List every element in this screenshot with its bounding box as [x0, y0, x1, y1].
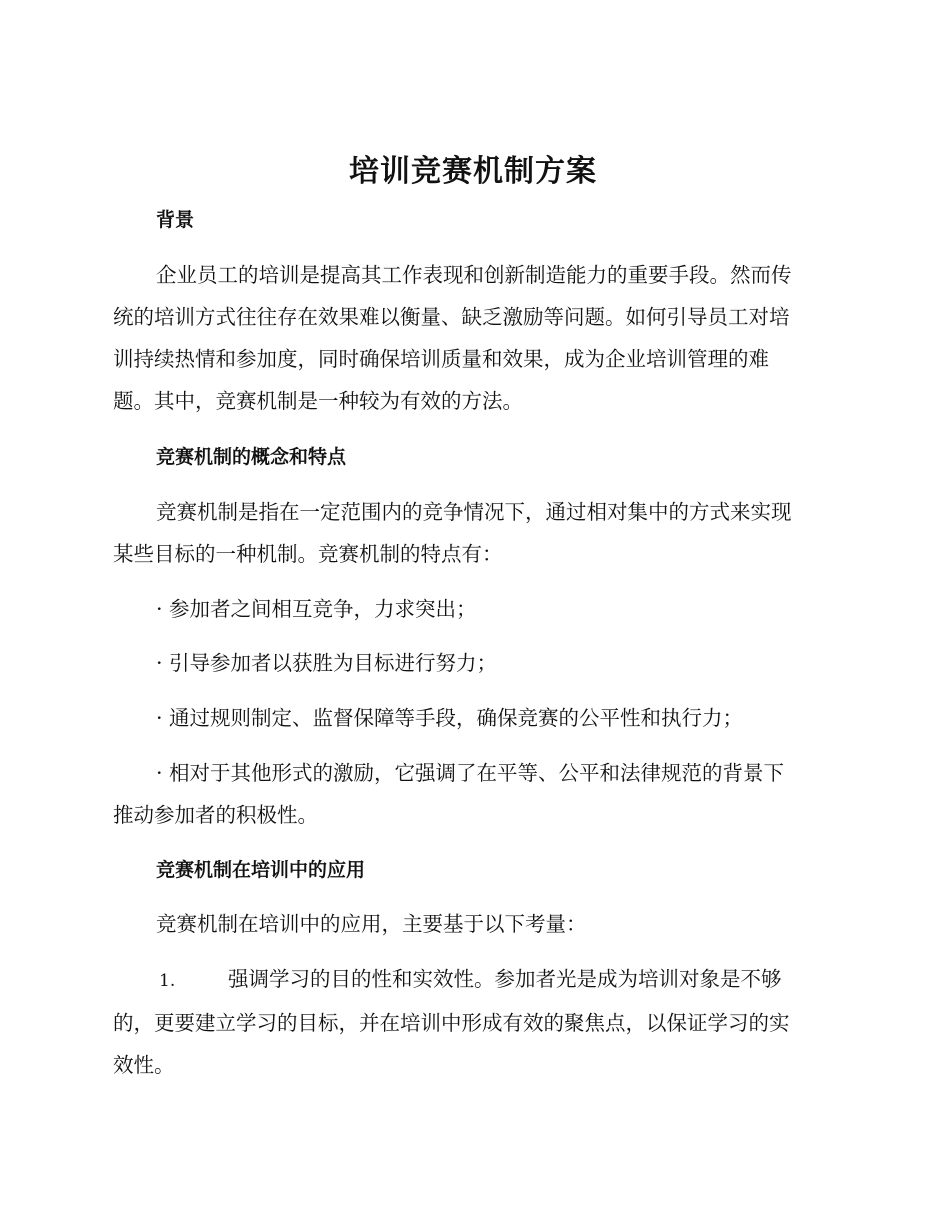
bullet-item: · 引导参加者以获胜为目标进行努力；	[156, 651, 498, 675]
paragraph-line: 的，更要建立学习的目标，并在培训中形成有效的聚焦点，以保证学习的实	[113, 1011, 790, 1035]
paragraph-line: 训持续热情和参加度，同时确保培训质量和效果，成为企业培训管理的难	[113, 347, 769, 371]
section-heading-concept: 竞赛机制的概念和特点	[156, 446, 347, 468]
application-intro: 竞赛机制在培训中的应用，主要基于以下考量：	[156, 912, 587, 936]
paragraph-line: 企业员工的培训是提高其工作表现和创新制造能力的重要手段。然而传	[156, 263, 792, 287]
numbered-list-item	[113, 958, 833, 1086]
paragraph-line: 竞赛机制是指在一定范围内的竞争情况下，通过相对集中的方式来实现	[156, 500, 792, 524]
section-heading-application: 竞赛机制在培训中的应用	[156, 859, 366, 881]
bullet-item-multiline	[113, 752, 833, 836]
concept-paragraph	[113, 491, 833, 575]
paragraph-line: 推动参加者的积极性。	[113, 803, 318, 827]
paragraph-line: 效性。	[113, 1053, 175, 1077]
background-paragraph	[113, 254, 833, 422]
section-heading-background: 背景	[156, 209, 195, 231]
list-number: 1.	[159, 971, 176, 991]
document-title: 培训竞赛机制方案	[349, 154, 597, 189]
paragraph-line: 强调学习的目的性和实效性。参加者光是成为培训对象是不够	[228, 967, 782, 991]
paragraph-line: 题。其中，竞赛机制是一种较为有效的方法。	[113, 389, 523, 413]
bullet-item: · 通过规则制定、监督保障等手段，确保竞赛的公平性和执行力；	[156, 706, 744, 730]
paragraph-line: 统的培训方式往往存在效果难以衡量、缺乏激励等问题。如何引导员工对培	[113, 305, 790, 329]
bullet-item: · 参加者之间相互竞争，力求突出；	[156, 597, 477, 621]
paragraph-line: · 相对于其他形式的激励，它强调了在平等、公平和法律规范的背景下	[156, 761, 785, 785]
paragraph-line: 某些目标的一种机制。竞赛机制的特点有：	[113, 542, 503, 566]
